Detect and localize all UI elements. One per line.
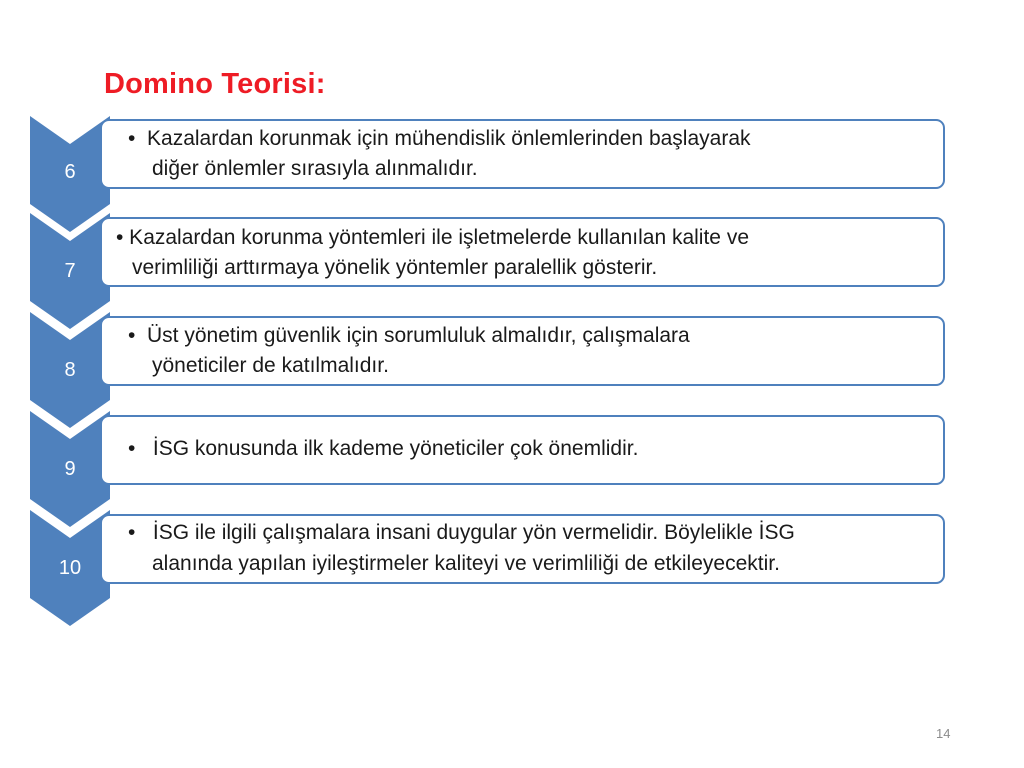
step-text-7-line1: • Kazalardan korunma yöntemleri ile işletmelerde kullanılan kalite ve [116,226,749,249]
step-number-8: 8 [64,359,76,381]
step-number-9: 9 [64,458,76,480]
page-number: 14 [936,726,951,741]
step-text-10-line1: • İSG ile ilgili çalışmalara insani duygular yön vermelidir. Böylelikle İSG [128,521,795,544]
step-text-6-line2: diğer önlemler sırasıyla alınmalıdır. [152,157,478,180]
step-text-9-line1: • İSG konusunda ilk kademe yöneticiler çok önemlidir. [128,437,639,460]
step-number-10: 10 [58,557,82,579]
step-number-6: 6 [64,161,76,183]
step-text-10-line2: alanında yapılan iyileştirmeler kaliteyi ve verimliliği de etkileyecektir. [152,552,780,575]
step-number-7: 7 [64,260,76,282]
slide-title: Domino Teorisi: [104,68,326,100]
step-text-6-line1: • Kazalardan korunmak için mühendislik önlemlerinden başlayarak [128,127,751,150]
step-text-8-line1: • Üst yönetim güvenlik için sorumluluk almalıdır, çalışmalara [128,324,690,347]
step-text-8-line2: yöneticiler de katılmalıdır. [152,354,389,377]
step-text-7-line2: verimliliği arttırmaya yönelik yöntemler paralellik gösterir. [132,256,658,279]
